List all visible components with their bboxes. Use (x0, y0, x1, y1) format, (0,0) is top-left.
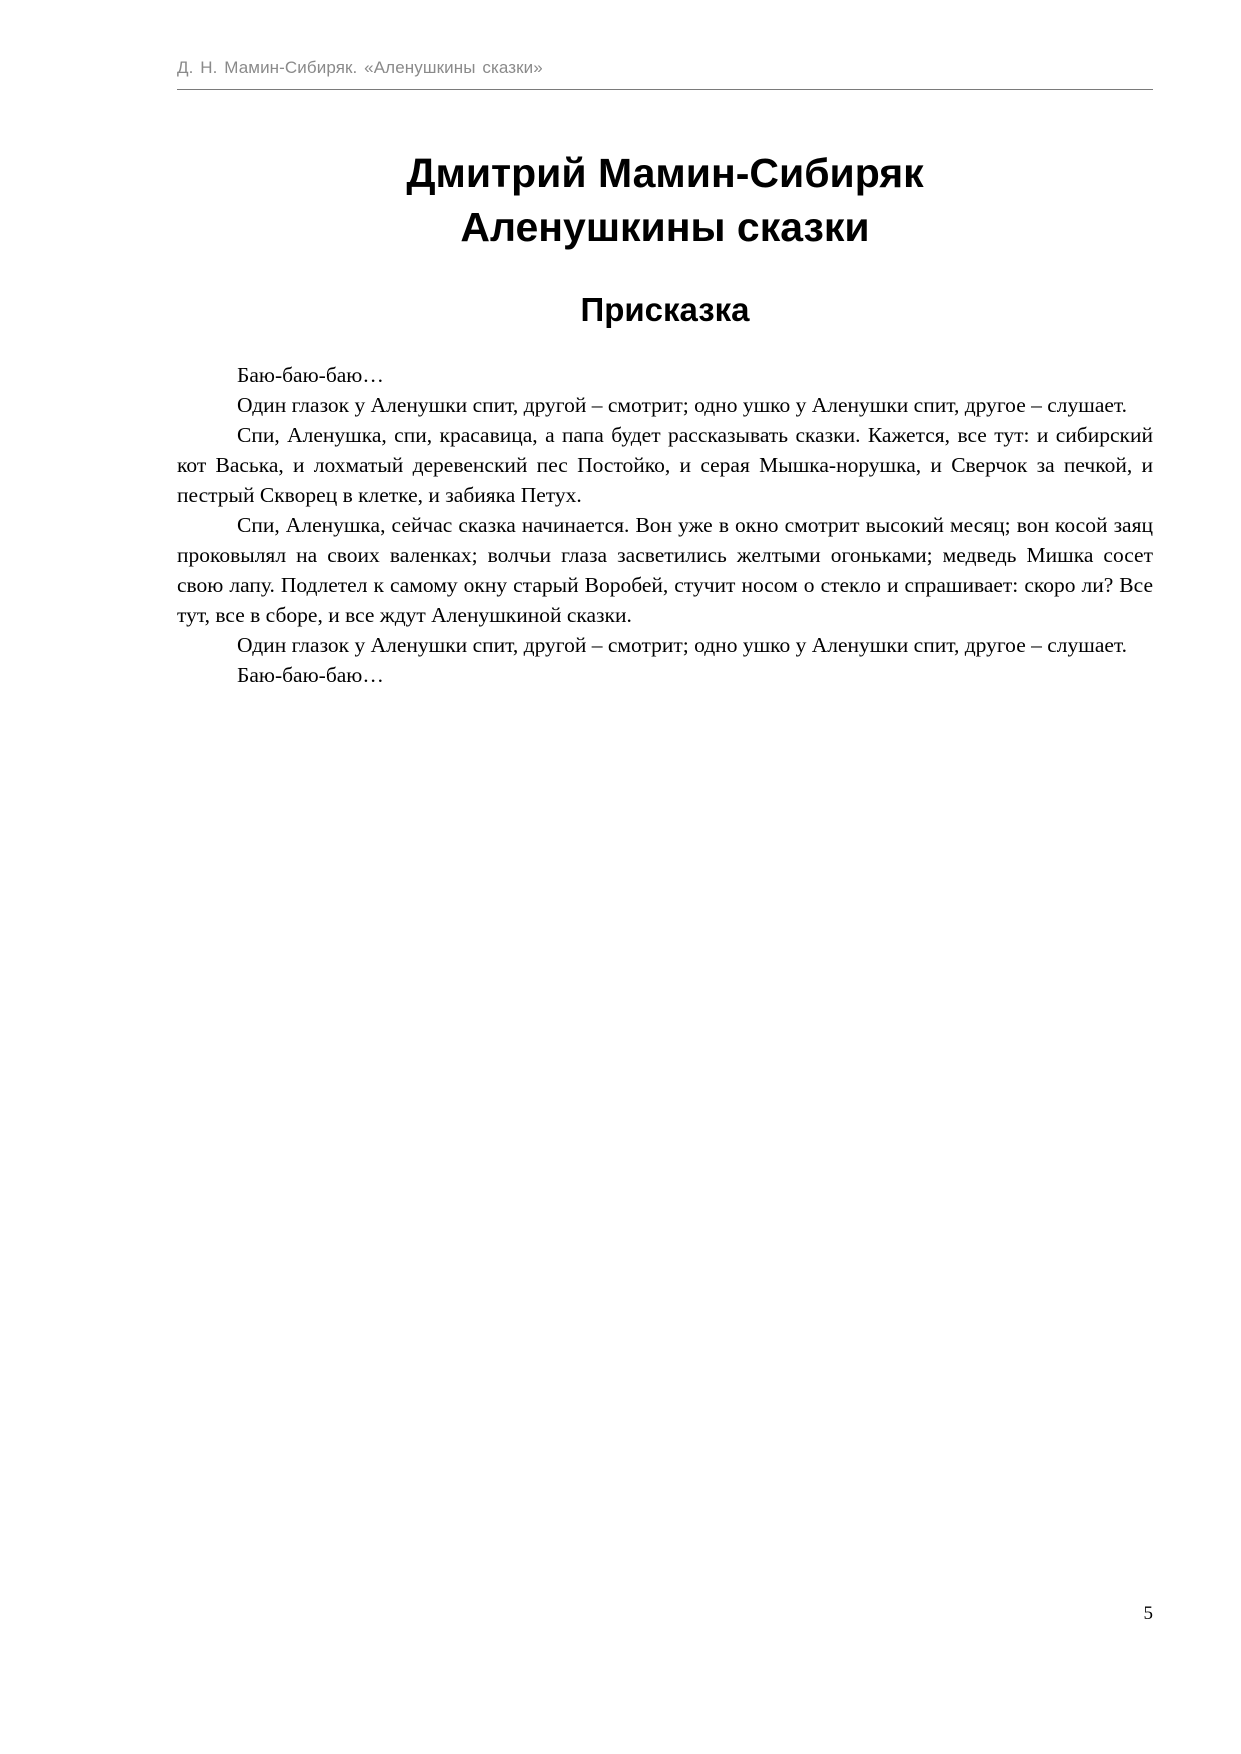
page-number: 5 (1143, 1603, 1153, 1624)
chapter-title: Присказка (580, 291, 750, 328)
paragraph-3: Спи, Аленушка, спи, красавица, а папа будет рассказывать сказки. Кажется, все тут: и сибирский кот Васька, и лохматый деревенский пес Постойко, и серая Мышка-норушка, и Сверчок за печкой, и пестрый Скворец в клетке, и забияка Петух. (177, 423, 1153, 507)
paragraph-1: Баю-баю-баю… (237, 363, 384, 387)
paragraph-6: Баю-баю-баю… (237, 663, 384, 687)
paragraph-2: Один глазок у Аленушки спит, другой – смотрит; одно ушко у Аленушки спит, другое – слушает. (237, 393, 1128, 417)
paragraph-4: Спи, Аленушка, сейчас сказка начинается. Вон уже в окно смотрит высокий месяц; вон косой заяц проковылял на своих валенках; волчьи глаза засветились желтыми огоньками; медведь Мишка сосет свою лапу. Подлетел к самому окну старый Воробей, стучит носом о стекло и спрашивает: скоро ли? Все тут, все в сборе, и все ждут Аленушкиной сказки. (177, 513, 1153, 627)
running-header-text: Д. Н. Мамин-Сибиряк. «Аленушкины сказки» (177, 58, 543, 77)
body-text (177, 360, 1153, 690)
book-title-author: Дмитрий Мамин-Сибиряк (406, 150, 924, 196)
paragraph-5: Один глазок у Аленушки спит, другой – смотрит; одно ушко у Аленушки спит, другое – слушает. (237, 633, 1128, 657)
running-header (177, 56, 1153, 90)
book-title-name: Аленушкины сказки (460, 204, 870, 250)
book-title (177, 146, 1153, 254)
